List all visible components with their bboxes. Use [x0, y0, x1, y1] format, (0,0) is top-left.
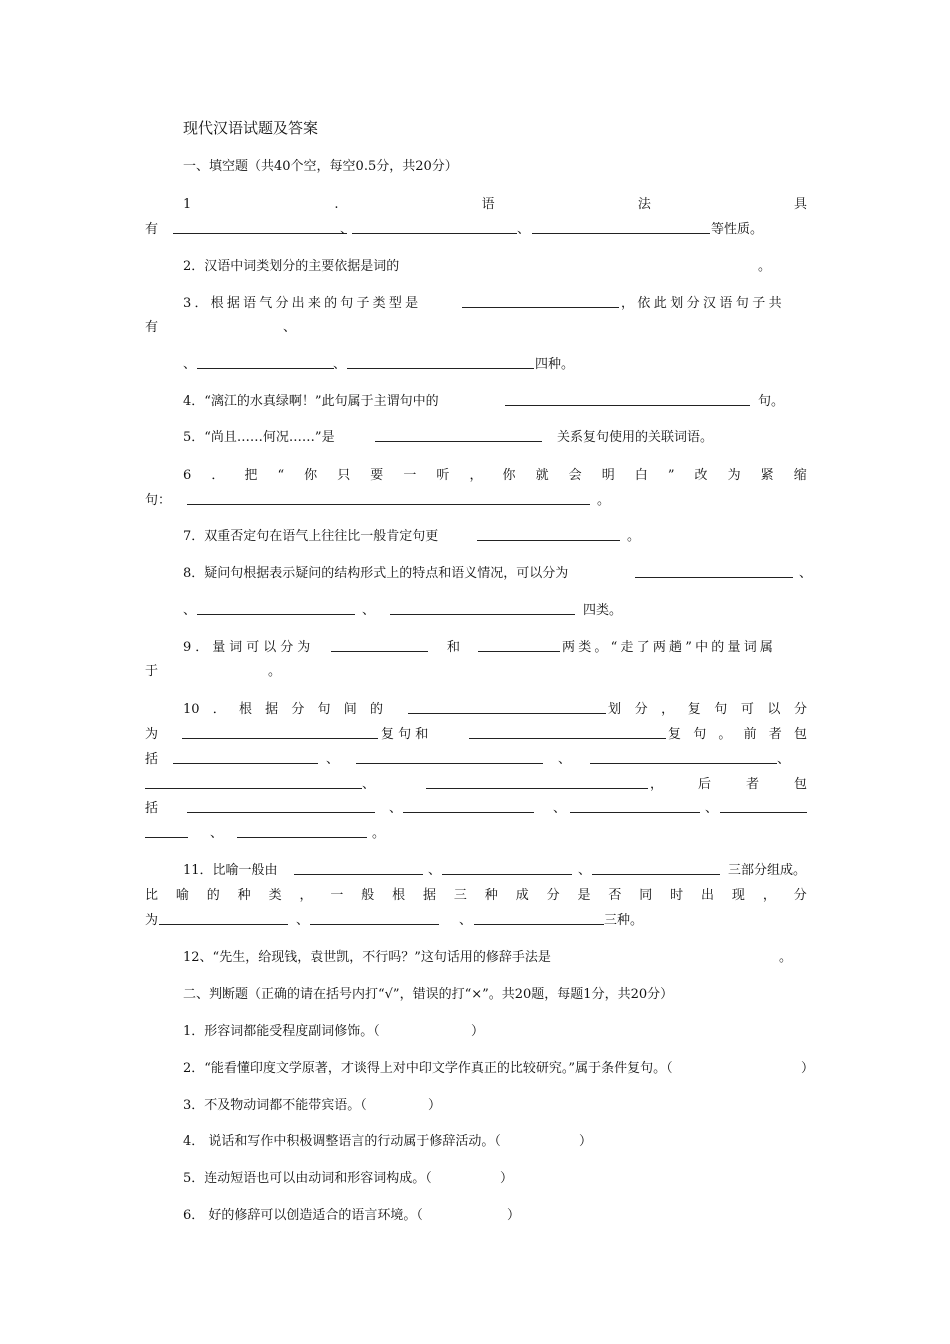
answer-blank[interactable]: [187, 812, 375, 813]
q6-word: 你: [304, 468, 318, 483]
q11-word: 同: [639, 888, 653, 903]
q8-text: 8．疑问句根据表示疑问的结构形式上的特点和语义情况，可以分为: [183, 566, 569, 581]
answer-blank[interactable]: [462, 307, 619, 308]
answer-blank[interactable]: [477, 540, 620, 541]
q10-word: 包: [793, 777, 807, 792]
q6-word: 改: [694, 468, 708, 483]
judge-question: 1．形容词都能受程度副词修饰。（: [183, 1024, 380, 1039]
q3-tail: 四种。: [535, 357, 575, 372]
q10-word: 前: [743, 727, 757, 742]
separator: 、: [210, 826, 224, 841]
separator: 、: [428, 863, 442, 878]
q6-word: 就: [535, 468, 549, 483]
q10-l2-lead: 为: [145, 727, 159, 742]
section2-heading: 二、判断题（正确的请在括号内打“√”，错误的打“×”。共20题，每题1分，共20分）: [183, 987, 674, 1002]
q9-mid: 和: [447, 640, 461, 655]
q10-word: 句: [693, 727, 707, 742]
q6-word: 缩: [793, 468, 807, 483]
q10-word: 句: [714, 702, 728, 717]
q11-word: 类: [268, 888, 282, 903]
answer-blank[interactable]: [352, 233, 517, 234]
q10-word: 复: [668, 727, 682, 742]
judge-question: 6． 好的修辞可以创造适合的语言环境。（: [183, 1208, 423, 1223]
answer-blank[interactable]: [347, 368, 534, 369]
q10-word: 根: [238, 702, 252, 717]
q1-word: .: [334, 197, 339, 212]
separator: 、: [517, 222, 531, 237]
q10-word: 划: [608, 702, 622, 717]
q1-word: 具: [793, 197, 807, 212]
answer-blank[interactable]: [478, 651, 560, 652]
separator: 、: [333, 357, 347, 372]
q5-text: 5．“尚且……何况……”是: [183, 430, 335, 445]
q6-word: 为: [727, 468, 741, 483]
q9-end: 。: [268, 664, 282, 679]
answer-blank[interactable]: [570, 812, 700, 813]
q1-word: 语: [481, 197, 495, 212]
q2-text: 2．汉语中词类划分的主要依据是词的: [183, 259, 400, 274]
q9-text: 9．量词可以分为: [183, 640, 315, 655]
q11-word: 般: [361, 888, 375, 903]
q11-word: 喻: [175, 888, 189, 903]
q12-text: 12、“先生，给现钱，袁世凯，不行吗？”这句话用的修辞手法是: [183, 950, 551, 965]
q6-word: 白: [634, 468, 648, 483]
separator: 、: [183, 357, 197, 372]
answer-blank[interactable]: [173, 233, 347, 234]
q10-word: 后: [697, 777, 711, 792]
answer-blank[interactable]: [426, 788, 648, 789]
q6-word: 紧: [760, 468, 774, 483]
q10-word: 者: [745, 777, 759, 792]
q6-word: 把: [244, 468, 258, 483]
separator: 、: [326, 752, 340, 767]
answer-blank[interactable]: [294, 874, 423, 875]
q3-text-cont: ，依此划分汉语句子共: [621, 296, 786, 311]
answer-blank[interactable]: [442, 874, 572, 875]
answer-blank[interactable]: [720, 812, 807, 813]
q6-word: 只: [337, 468, 351, 483]
q10-l6-tail: 。: [372, 826, 386, 841]
q11-word: 根: [392, 888, 406, 903]
answer-blank[interactable]: [590, 763, 777, 764]
q11-l3-tail: 三种。: [604, 913, 644, 928]
judge-bracket-close[interactable]: ）: [471, 1024, 485, 1039]
q10-word: 10: [183, 702, 200, 717]
q10-word: 分: [291, 702, 305, 717]
q11-word: 分: [546, 888, 560, 903]
q11-word: 的: [206, 888, 220, 903]
q1-word: 法: [637, 197, 651, 212]
separator: 、: [283, 320, 297, 335]
q10-word: 据: [265, 702, 279, 717]
answer-blank[interactable]: [408, 713, 606, 714]
q11-word: 现: [731, 888, 745, 903]
q11-word: ，: [299, 888, 313, 903]
q10-word: 包: [793, 727, 807, 742]
q10-word: 间: [343, 702, 357, 717]
q10-word: 者: [768, 727, 782, 742]
q1-tail: 等性质。: [711, 222, 764, 237]
answer-blank[interactable]: [356, 763, 543, 764]
answer-blank[interactable]: [403, 812, 534, 813]
section1-heading: 一、填空题（共40个空，每空0.5分，共20分）: [183, 159, 458, 174]
q6-word: ．: [211, 468, 225, 483]
q11-word: 是: [577, 888, 591, 903]
separator: 、: [389, 801, 403, 816]
q4-tail: 句。: [758, 394, 785, 409]
q11-text: 11．比喻一般由: [183, 863, 278, 878]
q11-word: 出: [701, 888, 715, 903]
answer-blank[interactable]: [173, 763, 318, 764]
q11-word: 成: [515, 888, 529, 903]
q11-word: ，: [762, 888, 776, 903]
separator: 、: [340, 222, 354, 237]
q6-word: 听: [436, 468, 450, 483]
answer-blank[interactable]: [145, 837, 188, 838]
answer-blank[interactable]: [159, 924, 288, 925]
q10-word: ，: [650, 777, 664, 792]
answer-blank[interactable]: [145, 788, 362, 789]
q10-word: 。: [718, 727, 732, 742]
answer-blank[interactable]: [474, 924, 604, 925]
q1-lead: 有: [145, 222, 159, 237]
q11-line2: [145, 888, 807, 904]
answer-blank[interactable]: [505, 405, 750, 406]
q9-lead: 于: [145, 664, 159, 679]
q6-word: 一: [403, 468, 417, 483]
q10-l3-lead: 括: [145, 752, 159, 767]
answer-blank[interactable]: [182, 738, 378, 739]
q6-tail: 。: [597, 493, 611, 508]
separator: 、: [296, 913, 310, 928]
judge-bracket-close[interactable]: ）: [801, 1061, 815, 1076]
answer-blank[interactable]: [197, 614, 355, 615]
q6-word: 会: [568, 468, 582, 483]
q6-word: ，: [469, 468, 483, 483]
q10-word: 以: [767, 702, 781, 717]
separator: 、: [459, 913, 473, 928]
q11-word: 时: [670, 888, 684, 903]
q12-tail: 。: [779, 950, 793, 965]
answer-blank[interactable]: [469, 738, 666, 739]
q11-word: 分: [793, 888, 807, 903]
answer-blank[interactable]: [592, 874, 720, 875]
answer-blank[interactable]: [635, 577, 793, 578]
q3-text: 3．根据语气分出来的句子类型是: [183, 296, 422, 311]
q6-word: 要: [370, 468, 384, 483]
q1-word: 1: [183, 197, 192, 212]
q7-text: 7．双重否定句在语气上往往比一般肯定句更: [183, 529, 439, 544]
judge-bracket-close[interactable]: ）: [507, 1208, 521, 1223]
q11-l3-lead: 为: [145, 913, 159, 928]
q3-lead: 有: [145, 320, 159, 335]
q10-word: ，: [661, 702, 675, 717]
answer-blank[interactable]: [331, 651, 428, 652]
q10-word: 的: [369, 702, 383, 717]
q11-word: 种: [237, 888, 251, 903]
judge-question: 2．“能看懂印度文学原著，才谈得上对中印文学作真正的比较研究。”属于条件复句。（: [183, 1061, 673, 1076]
q10-line4-tail: [650, 777, 807, 793]
q5-tail: 关系复句使用的关联词语。: [557, 430, 714, 445]
q6-line1: [183, 468, 807, 484]
judge-question: 5．连动短语也可以由动词和形容词构成。（: [183, 1171, 432, 1186]
separator: 、: [362, 777, 376, 792]
separator: 、: [553, 801, 567, 816]
q6-word: ”: [667, 468, 675, 483]
answer-blank[interactable]: [187, 504, 590, 505]
answer-blank[interactable]: [532, 233, 710, 234]
q10-l2-mid: 复 句 和: [381, 727, 429, 742]
doc-title: 现代汉语试题及答案: [183, 119, 319, 137]
q11-word: 三: [453, 888, 467, 903]
judge-bracket-close[interactable]: ）: [579, 1134, 593, 1149]
q6-lead: 句：: [145, 493, 172, 508]
separator: 、: [705, 801, 719, 816]
separator: 、: [558, 752, 572, 767]
q6-word: “: [277, 468, 285, 483]
q10-word: 分: [634, 702, 648, 717]
answer-blank[interactable]: [310, 924, 439, 925]
q10-line2-tail: [668, 727, 807, 743]
q11-word: 一: [330, 888, 344, 903]
q10-l5-lead: 括: [145, 801, 159, 816]
separator: 、: [183, 603, 197, 618]
q11-word: 比: [145, 888, 159, 903]
q7-tail: 。: [627, 529, 641, 544]
q4-text: 4．“漓江的水真绿啊！”此句属于主谓句中的: [183, 394, 439, 409]
q6-word: 你: [502, 468, 516, 483]
q6-word: 明: [601, 468, 615, 483]
judge-bracket-close[interactable]: ）: [500, 1171, 514, 1186]
q10-word: ．: [212, 702, 226, 717]
q6-word: 6: [183, 468, 192, 483]
q11-word: 据: [423, 888, 437, 903]
answer-blank[interactable]: [237, 837, 367, 838]
separator: 、: [578, 863, 592, 878]
q2-tail: 。: [758, 259, 772, 274]
q1-line1: [183, 197, 807, 213]
q8-tail: 四类。: [583, 603, 623, 618]
q10-word: 句: [317, 702, 331, 717]
judge-question: 3．不及物动词都不能带宾语。（: [183, 1098, 367, 1113]
answer-blank[interactable]: [197, 368, 334, 369]
answer-blank[interactable]: [390, 614, 575, 615]
q10-line1-head: [183, 702, 383, 718]
q10-word: 复: [687, 702, 701, 717]
q10-line1-tail: [608, 702, 807, 718]
separator: 、: [362, 603, 376, 618]
judge-question: 4． 说话和写作中积极调整语言的行动属于修辞活动。（: [183, 1134, 501, 1149]
judge-bracket-close[interactable]: ）: [428, 1098, 442, 1113]
answer-blank[interactable]: [375, 441, 542, 442]
q9-tail: 两类。“走了两趟”中的量词属: [562, 640, 777, 655]
q10-word: 分: [793, 702, 807, 717]
separator: 、: [777, 752, 791, 767]
q11-word: 否: [608, 888, 622, 903]
q11-tail: 三部分组成。: [728, 863, 807, 878]
q11-word: 种: [484, 888, 498, 903]
q10-word: 可: [740, 702, 754, 717]
separator: 、: [799, 566, 813, 581]
